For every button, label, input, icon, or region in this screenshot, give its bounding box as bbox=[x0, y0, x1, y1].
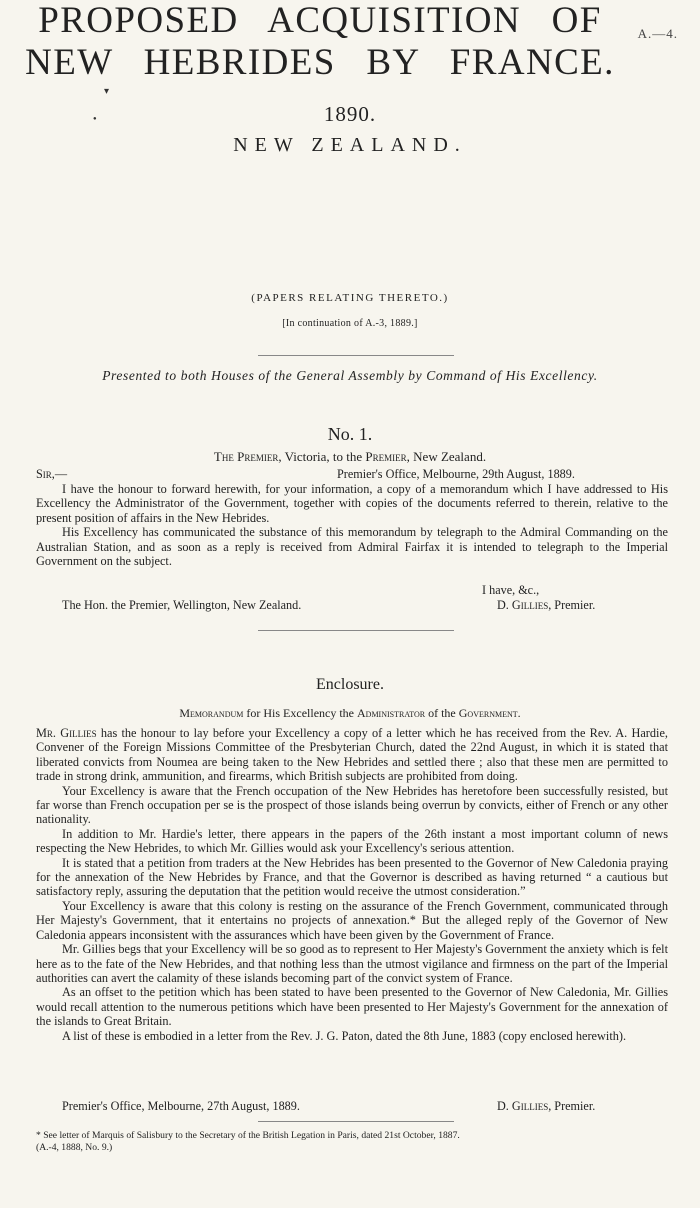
letter-office-date: Premier's Office, Melbourne, 29th August, 1889. bbox=[337, 467, 575, 481]
letter-from: The Premier bbox=[213, 449, 279, 464]
letter-paragraph: I have the honour to forward herewith, for your information, a copy of a memorandum which I have addressed to His Excellency the Administrator of the Government, together with copies of the documents referred to therein, relative to the present position of affairs in the New Hebrides. bbox=[36, 482, 668, 525]
document-subtitle: (PAPERS RELATING THERETO.) bbox=[251, 292, 449, 304]
enclosure-signature bbox=[497, 1099, 595, 1114]
enclosure-paragraph: Your Excellency is aware that this colony is resting on the assurance of the French Government, communicated through Her Majesty's Government, that it entertains no projects of annexation.* But the alleged reply of the Governor of New Caledonia appears inconsistent with the assurances which have been given by the Government of France. bbox=[36, 898, 668, 942]
signer-name: Gillies bbox=[511, 598, 549, 612]
ink-speck: ● bbox=[93, 116, 97, 122]
enclosure-office-date: Premier's Office, Melbourne, 27th August, 1889. bbox=[62, 1099, 300, 1113]
document-country: NEW ZEALAND. bbox=[233, 134, 467, 156]
section-divider bbox=[258, 630, 454, 631]
letter-to: Premier bbox=[365, 449, 407, 464]
presented-statement: Presented to both Houses of the General Assembly by Command of His Excellency. bbox=[102, 368, 598, 383]
enclosure-paragraph: Your Excellency is aware that the French occupation of the New Hebrides has heretofore been successfully resisted, but far worse than French occupation per se is the prospect of those islands being overrun by convicts, either of French or any other nationality. bbox=[36, 783, 668, 827]
enclosure-paragraph: As an offset to the petition which has been stated to have been presented to the Governor of New Caledonia, Mr. Gillies would recall attention to the numerous petitions which have been presented to Her Majesty's Government for the annexation of the islands to Great Britain. bbox=[36, 985, 668, 1029]
enclosure-paragraph: It is stated that a petition from traders at the New Hebrides has been presented to the Governor of New Caledonia praying for the annexation of the New Hebrides by France, and that the Governor is described as having returned “ a cautious but satisfactory reply, assuring the deputation that the petition would receive the utmost consideration.” bbox=[36, 855, 668, 899]
memo-of: of the bbox=[425, 706, 459, 720]
signer-initial: D. bbox=[497, 598, 512, 612]
enclosure-paragraph: A list of these is embodied in a letter from the Rev. J. G. Paton, dated the 8th June, 1883 (copy enclosed herewith). bbox=[62, 1028, 627, 1043]
salutation-word: Sir bbox=[36, 467, 52, 481]
footnote bbox=[36, 1130, 668, 1154]
footnote-line: * See letter of Marquis of Salisbury to the Secretary of the British Legation in Paris, dated 21st October, 1887. bbox=[36, 1130, 460, 1141]
signer-initial: D. bbox=[497, 1099, 512, 1113]
signer-name: Gillies bbox=[511, 1099, 549, 1113]
letter-heading bbox=[0, 449, 700, 465]
footnote-divider bbox=[258, 1121, 454, 1122]
enclosure-paragraph: In addition to Mr. Hardie's letter, there appears in the papers of the 26th instant a most important column of news respecting the New Hebrides, to which Mr. Gillies would ask your Excellency's serious attention. bbox=[36, 826, 668, 856]
memo-word: Memorandum bbox=[179, 706, 244, 720]
letter-paragraph: His Excellency has communicated the substance of this memorandum by telegraph to the Admiral Commanding on the Australian Station, and as soon as a reply is received from Admiral Fairfax it is intended to telegraph to the Imperial Government on the subject. bbox=[36, 525, 668, 569]
letter-addressee: The Hon. the Premier, Wellington, New Zealand. bbox=[62, 598, 302, 612]
enclosure-paragraph: Mr. Gillies begs that your Excellency will be so good as to represent to Her Majesty's Government the anxiety which is felt here as to the fate of the New Hebrides, and that nothing less than the utmost vigilance and firmness on the part of the Imperial authorities can avert the calamity of these islands becoming part of the convict system of France. bbox=[36, 942, 668, 985]
enclosure-body bbox=[36, 726, 668, 1043]
page-reference: A.—4. bbox=[637, 26, 678, 41]
ink-speck: ▾ bbox=[104, 86, 110, 97]
section-divider bbox=[258, 355, 454, 356]
document-year: 1890. bbox=[323, 102, 377, 126]
signer-title: , Premier. bbox=[548, 598, 596, 612]
memo-admin: Administrator bbox=[357, 706, 426, 720]
continuation-note: [In continuation of A.-3, 1889.] bbox=[282, 318, 418, 329]
letter-from-place: , Victoria, to the bbox=[278, 449, 366, 464]
document-title: PROPOSED ACQUISITION OF NEW HEBRIDES BY FRANCE. bbox=[25, 0, 615, 83]
memo-mid: for His Excellency the bbox=[243, 706, 357, 720]
memo-end: . bbox=[517, 706, 521, 720]
letter-closing: I have, &c., bbox=[482, 583, 540, 597]
letter-number: No. 1. bbox=[327, 424, 373, 444]
salutation bbox=[36, 467, 67, 482]
letter-signature bbox=[497, 598, 595, 613]
footnote-line: (A.-4, 1888, No. 9.) bbox=[36, 1142, 113, 1153]
letter-to-place: , New Zealand. bbox=[406, 449, 487, 464]
enclosure-heading: Enclosure. bbox=[316, 676, 384, 693]
letter-body bbox=[36, 482, 668, 568]
signer-title: , Premier. bbox=[548, 1099, 596, 1113]
salutation-dash: ,— bbox=[51, 467, 68, 481]
memo-heading bbox=[0, 706, 700, 721]
enclosure-paragraph-text: has the honour to lay before your Excellency a copy of a letter which he has received from the Rev. A. Hardie, Convener of the Foreign Missions Committee of the Presbyterian Church, dated the 22nd August, in which it is stated that liberated convicts from Noumea are being taken to the New Hebrides and settled there ; also that these men are permitted to trade in strong drink, ammunition, and firearms, which British subjects are prohibited from doing. bbox=[36, 726, 668, 784]
memo-gov: Government bbox=[458, 706, 518, 720]
memo-author: Mr. Gillies bbox=[36, 726, 97, 740]
enclosure-paragraph bbox=[36, 726, 668, 784]
